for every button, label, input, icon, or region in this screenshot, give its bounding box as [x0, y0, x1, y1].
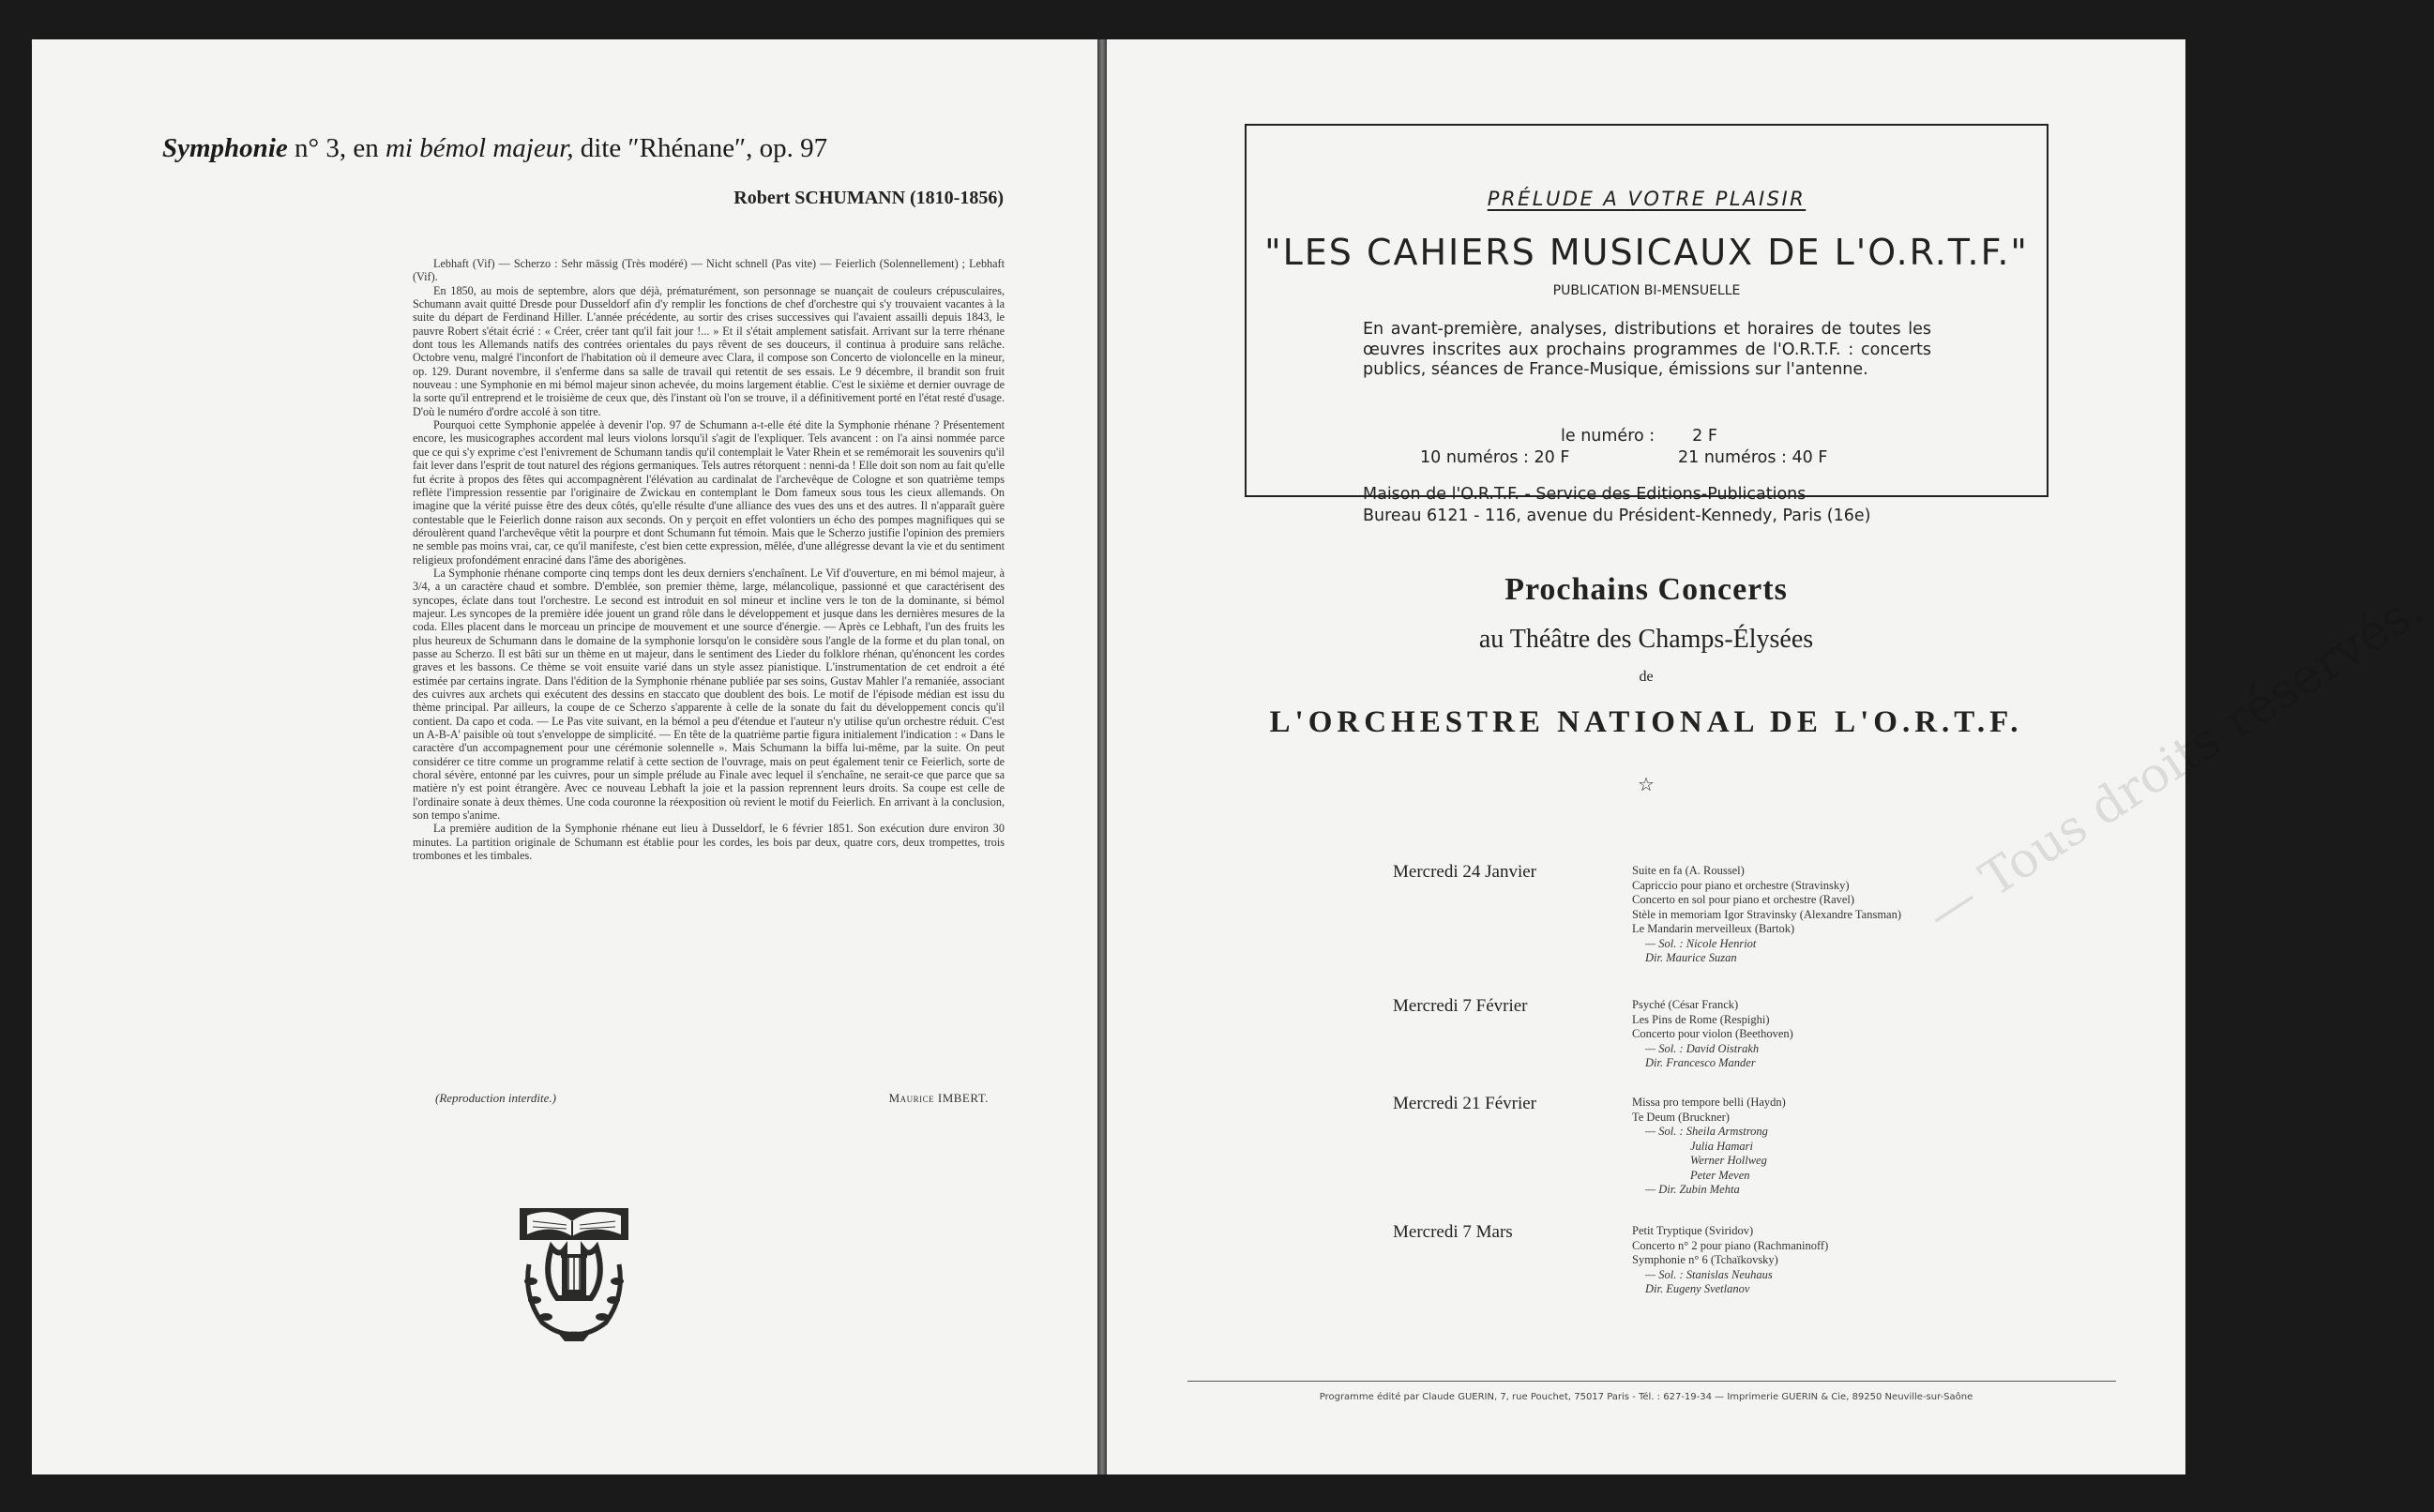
program-work: Concerto pour violon (Beethoven) — [1632, 1027, 1793, 1040]
concert-date: Mercredi 7 Mars — [1393, 1222, 1513, 1242]
price-single-value: 2 F — [1692, 427, 1717, 446]
program-work: Missa pro tempore belli (Haydn) — [1632, 1096, 1786, 1109]
program-performer: — Sol. : David Oistrakh — [1645, 1041, 1760, 1055]
star-icon: ☆ — [1638, 775, 1655, 795]
concerts-venue: au Théâtre des Champs-Élysées — [1478, 625, 1814, 654]
ortf-advertisement — [1245, 124, 2048, 525]
ad-subtitle: PUBLICATION BI-MENSUELLE — [1552, 283, 1741, 298]
right-page — [1107, 39, 2434, 1474]
program-work: Les Pins de Rome (Respighi) — [1632, 1012, 1770, 1026]
program-work: Concerto en sol pour piano et orchestre (Ravel) — [1632, 893, 1855, 906]
printer-footer: Programme édité par Claude GUERIN, 7, rue Pouchet, 75017 Paris - Tél. : 627-19-34 — Imprimerie GUERIN & Cie, 89250 Neuville-sur-Saône — [1319, 1392, 1973, 1402]
program-performer: — Dir. Zubin Mehta — [1645, 1183, 1740, 1196]
price-single-label: le numéro : — [1561, 427, 1655, 446]
title-nickname: dite ″Rhénane″, op. 97 — [573, 133, 828, 163]
program-work: Concerto n° 2 pour piano (Rachmaninoff) — [1632, 1238, 1829, 1252]
program-work: Psyché (César Franck) — [1632, 998, 1739, 1011]
ad-kicker: PRÉLUDE A VOTRE PLAISIR — [1487, 188, 1807, 210]
composer-name: Robert SCHUMANN (1810-1856) — [733, 188, 1004, 208]
program-work: Petit Tryptique (Sviridov) — [1632, 1224, 1754, 1237]
program-performer: Dir. Eugeny Svetlanov — [1645, 1282, 1750, 1295]
title-number: n° 3, en — [287, 133, 386, 163]
ad-price-ten: 10 numéros : 20 F — [1420, 448, 1570, 467]
program-work: Stèle in memoriam Igor Stravinsky (Alexandre Tansman) — [1632, 907, 1902, 921]
concert-date: Mercredi 24 Janvier — [1393, 862, 1536, 882]
program-performer: — Sol. : Stanislas Neuhaus — [1645, 1267, 1773, 1281]
program-work: Suite en fa (A. Roussel) — [1632, 864, 1745, 877]
author-signature: Maurice IMBERT. — [888, 1091, 989, 1105]
ad-price-single — [1561, 427, 1717, 446]
ad-description: En avant-première, analyses, distributions et horaires de toutes les œuvres inscrites aux prochains programmes de l'O.R.T.F. : concerts publics, séances de France-Musique, émissions sur l'antenne. — [1363, 320, 1931, 379]
essay-paragraph: La première audition de la Symphonie rhénane eut lieu à Dusseldorf, le 6 février 1851. Son exécution dure environ 30 minutes. La partition originale de Schumann est établie pour les cordes, les bois par deux, quatre cors, deux trompettes, trois trombones et les timbales. — [413, 822, 1005, 863]
program-performer: Werner Hollweg — [1690, 1154, 1767, 1167]
lyre-emblem-icon — [514, 1202, 634, 1343]
concert-program — [1632, 998, 2045, 1071]
ad-address-line1: Maison de l'O.R.T.F. - Service des Editions-Publications — [1363, 485, 1807, 504]
concert-program — [1632, 864, 2045, 966]
ad-address-line2: Bureau 6121 - 116, avenue du Président-Kennedy, Paris (16e) — [1363, 507, 1871, 525]
concerts-title: Prochains Concerts — [1504, 572, 1788, 607]
rights-watermark: — Tous droits réservés. — [1916, 580, 2434, 944]
concert-program — [1632, 1096, 2045, 1198]
program-performer: Julia Hamari — [1690, 1139, 1754, 1153]
essay-paragraph: La Symphonie rhénane comporte cinq temps dont les deux derniers s'enchaînent. Le Vif d'ouverture, en mi bémol majeur, à 3/4, a un caractère chaud et sombre. D'emblée, son premier thème, large, mélancolique, passionné et que caractérisent des syncopes, éclate dans tout l'orchestre. Le second est introduit en sol mineur et incline vers le ton de la dominante, si bémol majeur. Les syncopes de la première idée jouent un grand rôle dans le développement et jusque dans les dernières mesures de la coda. Elles placent dans le morceau un principe de mouvement et une source d'énergie. — Après ce Lebhaft, l'un des fruits les plus heureux de Schumann dans le domaine de la symphonie lorsqu'on le considère sous l'angle de la forme et du plan tonal, on passe au Scherzo. Il est bâti sur un thème en ut majeur, dans le sentiment des Lieder du folklore rhénan, qu'énoncent les cordes graves et les bassons. Ce thème se voit ensuite varié dans un style assez pianistique. L'instrumentation de cet endroit a été estimée par certains ingrate. Dans l'édition de la Symphonie rhénane publiée par ses soins, Gustav Mahler l'a remaniée, associant des cuivres aux archets qui exécutent des dessins en staccato que doublent des bois. Le motif de l'épisode médian est issu du thème principal. Par ailleurs, la coupe de ce Scherzo s'apparente à celle de la sonate du fait du développement concis qu'il contient. Da capo et coda. — Le Pas vite suivant, en la bémol a peu d'étendue et l'auteur n'y utilise qu'un orchestre réduit. C'est un A-B-A' paisible où tout s'enveloppe de simplicité. — En tête de la quatrième partie figura initialement l'indication : « Dans le caractère d'un accompagnement pour une cérémonie solennelle ». Mais Schumann la biffa lui-même, par la suite. On peut considérer ce titre comme un programme relatif à cette section de l'ouvrage, mais on peut également tenir ce Feierlich, sorte de choral sévère, entonné par les cuivres, pour un simple prélude au Finale avec lequel il s'enchaîne, ne serait-ce que parce que sa matière n'y est point étrangère. Avec ce nouveau Lebhaft la joie et la passion reprennent leurs droits. Sa coupe est celle de l'ordinaire sonate à deux thèmes. Une coda couronne la réexposition où revient le motif du Feierlich. En arrivant à la conclusion, son tempo s'anime. — [413, 566, 1005, 823]
title-key: mi bémol majeur, — [385, 133, 574, 163]
title-symphonie: Symphonie — [162, 133, 288, 163]
essay-paragraph: Lebhaft (Vif) — Scherzo : Sehr mässig (Très modéré) — Nicht schnell (Pas vite) — Feierlich (Solennellement) ; Lebhaft (Vif). — [413, 257, 1005, 284]
program-work: Symphonie n° 6 (Tchaïkovsky) — [1632, 1253, 1778, 1266]
program-performer: — Sol. : Sheila Armstrong — [1645, 1125, 1768, 1138]
essay-paragraph: En 1850, au mois de septembre, alors que déjà, prématurément, son personnage se nuançait de couleurs crépusculaires, Schumann avait quitté Dresde pour Dusseldorf afin d'y remplir les fonctions de chef d'orchestre qui s'y trouvaient vacantes à la suite du départ de Ferdinand Hiller. L'année précédente, au sortir des crises successives qui l'avaient assailli depuis 1843, le pauvre Robert s'était écrié : « Créer, créer tant qu'il fait jour !... » Et il s'était amplement satisfait. Arrivant sur la terre rhénane dont tous les Allemands natifs des contrées orientales du pays rêvent de ses douceurs, il continua à produire sans relâche. Octobre venu, malgré l'inconfort de l'habitation où il demeure avec Clara, il compose son Concerto de violoncelle en la mineur, op. 129. Durant novembre, il s'enferme dans sa salle de travail qui retentit de ses essais. Le 9 décembre, il brandit son fruit nouveau : une Symphonie en mi bémol majeur sinon achevée, du moins largement établie. C'est le sixième et dernier ouvrage de la sorte qu'il entreprend et le troisième de ceux que, dès l'instant où l'on se trouve, il a définitivement porté en l'état resté d'usage. D'où le numéro d'ordre accolé à son titre. — [413, 283, 1005, 418]
program-performer: Peter Meven — [1690, 1168, 1750, 1182]
program-work: Le Mandarin merveilleux (Bartok) — [1632, 922, 1795, 935]
ad-title: "LES CAHIERS MUSICAUX DE L'O.R.T.F." — [1264, 232, 2029, 273]
program-performer: — Sol. : Nicole Henriot — [1645, 936, 1757, 950]
program-work: Te Deum (Bruckner) — [1632, 1110, 1730, 1124]
program-work: Capriccio pour piano et orchestre (Stravinsky) — [1632, 878, 1850, 892]
footer-divider — [1187, 1381, 2116, 1382]
left-page — [32, 39, 1097, 1474]
ad-price-twentyone: 21 numéros : 40 F — [1678, 448, 1828, 467]
concerts-de: de — [1639, 669, 1654, 685]
orchestra-name: L'ORCHESTRE NATIONAL DE L'O.R.T.F. — [1269, 705, 2023, 739]
reproduction-note: (Reproduction interdite.) — [435, 1091, 557, 1105]
page-gutter — [1097, 39, 1107, 1474]
program-performer: Dir. Maurice Suzan — [1645, 951, 1737, 964]
concert-date: Mercredi 7 Février — [1393, 996, 1528, 1016]
concert-date: Mercredi 21 Février — [1393, 1094, 1536, 1113]
essay-text — [413, 257, 1005, 862]
program-performer: Dir. Francesco Mander — [1645, 1056, 1756, 1069]
essay-paragraph: Pourquoi cette Symphonie appelée à devenir l'op. 97 de Schumann a-t-elle été dite la Symphonie rhénane ? Présentement encore, les musicographes accordent mal leurs violons lorsqu'il s'agit de l'expliquer. Tels avancent : on l'a ainsi nommée parce que ce qui s'y exprime c'est l'enivrement de Schumann tandis qu'il contemplait le Vater Rhein et se remémorait les souvenirs qu'il fait lever dans l'esprit de tout naturel des régions germaniques. Tels autres rétorquent : nenni-da ! Elle doit son nom au fait qu'elle fut écrite à propos des fêtes qui accompagnèrent l'élévation au cardinalat de l'archevêque de Cologne et son quatrième temps reflète l'impression ressentie par l'originaire de Zwickau en contemplant le Dom fameux sous tous les cieux allemands. On imagine que la vérité puisse être des deux côtés, qu'elle résulte d'une alliance des vues des uns et des autres. Il n'apparaît guère contestable que le Feierlich donne raison aux seconds. On y perçoit en effet volontiers un écho des pompes magnifiques qui se déroulèrent quand l'archevêque vêtit la pourpre et dont Schumann fut témoin. Mais que le Scherzo justifie l'opinion des premiers ne semble pas moins vrai, car, ce qu'il manifeste, c'est bien cette expression, mêlée, d'une allégresse devant la vie et du sentiment religieux profondément enraciné dans l'âme des aborigènes. — [413, 418, 1005, 567]
concert-program — [1632, 1224, 2045, 1297]
symphony-title — [162, 133, 1006, 164]
